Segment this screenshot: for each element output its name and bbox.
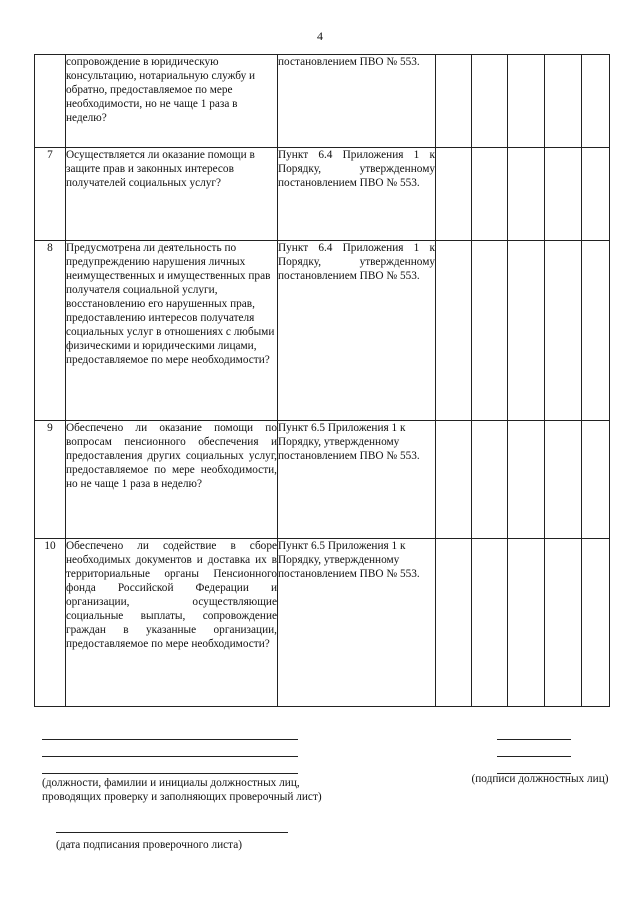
table-row: [35, 148, 610, 241]
signature-line: [497, 739, 571, 740]
checklist-table: [34, 54, 610, 707]
question-text: Обеспечено ли оказание помощи по вопросам пенсионного обеспечения и предоставления других социальных услуг, предоставляемое по мере необходимости, но не чаще 1 раза в неделю?: [66, 421, 278, 539]
reference-text: Пункт 6.4 Приложения 1 к Порядку, утвержденному постановлением ПВО № 553.: [278, 241, 436, 421]
reference-text: Пункт 6.5 Приложения 1 к Порядку, утвержденному постановлением ПВО № 553.: [278, 539, 436, 707]
question-text: Предусмотрена ли деятельность по предупреждению нарушения личных неимущественных и имущественных прав получателя социальной услуги, восстановлению его нарушенных прав, предоставлению интересов получателя социальных услуг в отношениях с любыми физическими и юридическими лицами, предоставляемое по мере необходимости?: [66, 241, 278, 421]
reference-text: Пункт 6.5 Приложения 1 к Порядку, утвержденному постановлением ПВО № 553.: [278, 421, 436, 539]
row-number: 10: [35, 539, 66, 707]
signature-line: [42, 773, 298, 774]
signature-line: [42, 739, 298, 740]
reference-text: Пункт 6.4 Приложения 1 к Порядку, утвержденному постановлением ПВО № 553.: [278, 148, 436, 241]
signature-line: [42, 756, 298, 757]
table-row: [35, 539, 610, 707]
row-number: 9: [35, 421, 66, 539]
row-number: 7: [35, 148, 66, 241]
signatures-caption: (подписи должностных лиц): [471, 773, 609, 785]
date-caption: (дата подписания проверочного листа): [56, 839, 243, 851]
row-number: 8: [35, 241, 66, 421]
date-line: [56, 832, 288, 833]
question-text: сопровождение в юридическую консультацию, нотариальную службу и обратно, предоставляемое по мере необходимости, но не чаще 1 раза в неделю?: [66, 55, 278, 148]
table-row: [35, 55, 610, 148]
row-number: [35, 55, 66, 148]
page-number: 4: [317, 29, 323, 43]
table-row: [35, 241, 610, 421]
table-row: [35, 421, 610, 539]
officials-caption: (должности, фамилии и инициалы должностных лиц, проводящих проверку и заполняющих проверочный лист): [42, 777, 322, 803]
question-text: Обеспечено ли содействие в сборе необходимых документов и доставка их в территориальные органы Пенсионного фонда Российской Федерации и организации, осуществляющие социальные выплаты, сопровождение граждан в указанные организации, предоставляемое по мере необходимости?: [66, 539, 278, 707]
signature-line: [497, 756, 571, 757]
reference-text: постановлением ПВО № 553.: [278, 55, 436, 148]
question-text: Осуществляется ли оказание помощи в защите прав и законных интересов получателей социальных услуг?: [66, 148, 278, 241]
